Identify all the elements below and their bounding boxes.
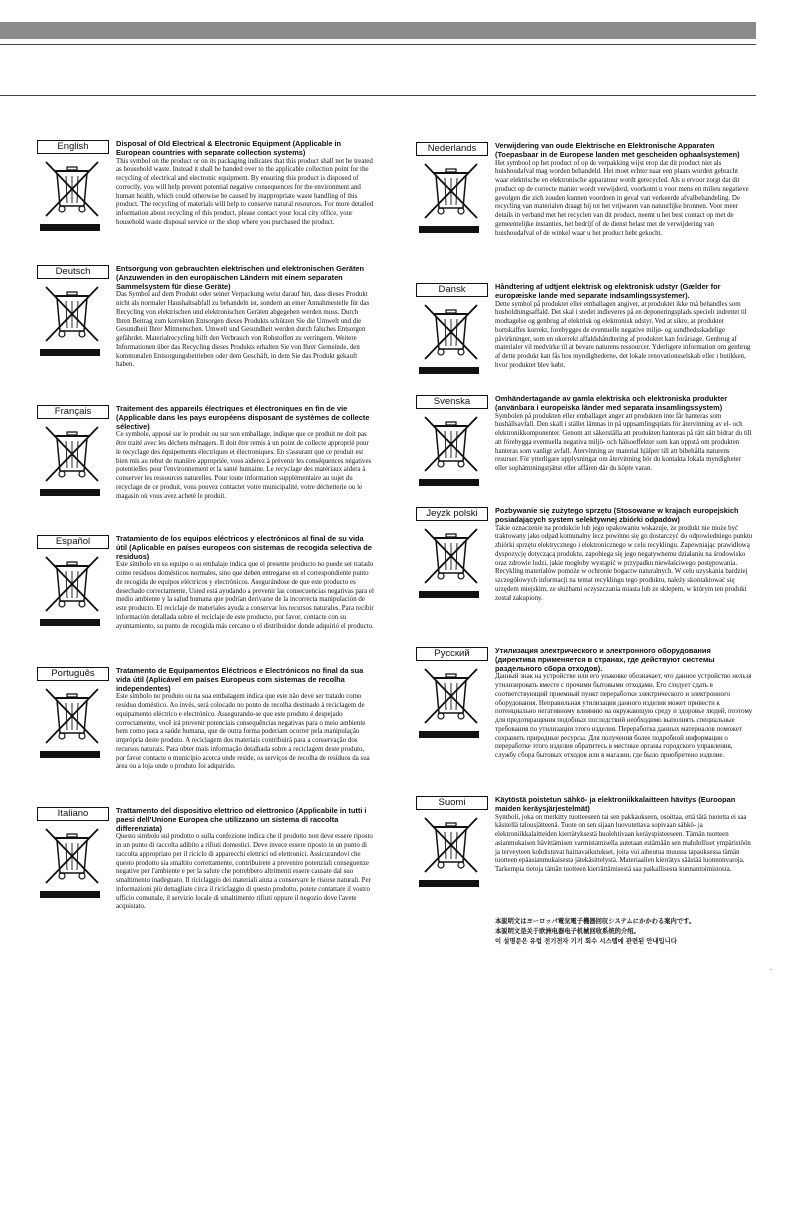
black-bar bbox=[419, 591, 479, 598]
entry-text bbox=[116, 140, 374, 228]
entry-body: Het symbool op het product of op de verpakking wijst erop dat dit product niet als huishoudafval mag worden behandeld. Het moet echter naar een plaats worden gebracht waar elektrische en elektronische apparatuur wordt gerecycled. Als u ervoor zorgt dat dit product op de correcte manier wordt verwijderd, voorkomt u voor mens en milieu negatieve gevolgen die zich zouden kunnen voordoen in geval van verkeerde afvalbehandeling. De recycling van materialen draagt bij tot het vrijwaren van natuurlijke bronnen. Voor meer details in verband met het recyclen van dit product, neemt u het best contact op met de gemeentelijke instanties, het bedrijf of de dienst belast met de verwijdering van huishoudafval of de winkel waar u het product hebt gekocht. bbox=[495, 159, 749, 237]
entry-text bbox=[116, 405, 374, 501]
entry-text bbox=[495, 283, 753, 371]
entry-title: Tratamiento de los equipos eléctricos y electrónicos al final de su vida útil (Aplicable en países europeos con sistemas de recogida selectiva de residuos) bbox=[116, 534, 372, 561]
black-bar bbox=[40, 349, 100, 356]
header-rule-bottom bbox=[0, 95, 756, 96]
entry-title: Verwijdering van oude Elektrische en Elektronische Apparaten (Toepasbaar in de Europese landen met gescheiden ophaalsystemen) bbox=[495, 141, 740, 159]
black-bar bbox=[40, 751, 100, 758]
black-bar bbox=[419, 479, 479, 486]
entry-title: Trattamento del dispositivo elettrico od elettronico (Applicabile in tutti i paesi dell'Unione Europea che utilizzano un sistema di raccolta differenziata) bbox=[116, 806, 367, 833]
crossed-bin-icon bbox=[419, 665, 483, 727]
korean-notice: 이 설명문은 유럽 전기전자 기기 회수 시스템에 관련된 안내입니다 bbox=[495, 938, 677, 945]
entry-body: Takie oznaczenie na produkcie lub jego opakowaniu wskazuje, że produkt nie może być traktowany jako odpad komunalny lecz powinno się go dostarczyć do odpowiedniego punktu zbiórki sprzętu elektrycznego i elektronicznego w celu recyklingu. Zapewniając prawidłową dyspozycję dotyczącą produktu, zapobiega się jego negatywnemu działaniu na środowisko oraz zdrowie ludzi, jakie mogłoby wystąpić w przypadku niewłaściwego postępowania. Recykling materiałów pomoże w ochronie bogactw naturalnych. W celu uzyskania bardziej szczegółowych informacji na temat recyklingu tego produktu, należy skontaktować się urzędem miejskim, ze służbami oczyszczania miasta lub ze sklepem, w którym ten produkt został zakupiony. bbox=[495, 524, 753, 602]
black-bar bbox=[40, 224, 100, 231]
language-label: Français bbox=[37, 405, 109, 419]
language-label: Русский bbox=[416, 647, 488, 661]
entry-text bbox=[495, 142, 753, 238]
footer-mark: . bbox=[770, 964, 772, 972]
entry-text bbox=[495, 507, 753, 603]
entry-body: Symbolen på produkten eller emballaget anger att produkten inte får hanteras som hushållsavfall. Den skall i stället lämnas in på uppsamlingsplats för återvinning av el- och elektronikkomponenter. Genom att säkerställa att produkten hanteras på rätt sätt bidrar du till att förebygga eventuella negativa miljö- och hälsoeffekter som kan uppstå om produkten hanteras som vanligt avfall. Återvinning av material hjälper till att bibehålla naturens resurser. För ytterligare upplysningar om återvinning bör du kontakta lokala myndigheter eller sophämtningstjänst eller affären där du köpte varan. bbox=[495, 412, 752, 473]
crossed-bin-icon bbox=[419, 413, 483, 475]
language-label: Nederlands bbox=[416, 142, 488, 156]
entry-text bbox=[495, 796, 753, 875]
entry-body: Ce symbole, apposé sur le produit ou sur son emballage, indique que ce produit ne doit pas être traité avec les déchets ménagers. Il doit être remis à un point de collecte approprié pour le recyclage des équipements électriques et électroniques. En s'assurant que ce produit est bien mis au rebut de manière appropriée, vous aiderez à prévenir les conséquences négatives potentielles pour l'environnement et la santé humaine. Le recyclage des matériaux aidera à conserver les ressources naturelles. Pour toute information supplémentaire au sujet du recyclage de ce produit, vous pouvez contacter votre municipalité, votre déchetterie ou le magasin où vous avez acheté le produit. bbox=[116, 431, 372, 500]
entry-title: Tratamento de Equipamentos Eléctricos e Electrónicos no final da sua vida útil (Aplicável em países Europeus com sistemas de recolha independentes) bbox=[116, 666, 364, 693]
black-bar bbox=[40, 489, 100, 496]
entry-body: This symbol on the product or on its packaging indicates that this product shall not be treated as household waste. Instead it shall be handed over to the applicable collection point for the recycling of electrical and electronic equipment. By ensuring this product is disposed of correctly, you will help prevent potential negative consequences for the environment and human health, which could otherwise be caused by inappropriate waste handling of this product. The recycling of materials will help to conserve natural resources. For more detailed information about recycling of this product, please contact your local city office, your household waste disposal service or the shop where you purchased the product. bbox=[116, 157, 374, 226]
entry-title: Traitement des appareils électriques et électroniques en fin de vie (Applicable dans les pays européens disposant de systèmes de collecte sélective) bbox=[116, 404, 370, 431]
language-label: Dansk bbox=[416, 283, 488, 297]
black-bar bbox=[419, 731, 479, 738]
language-label: Jeyzk polski bbox=[416, 507, 488, 521]
entry-title: Käytöstä poistetun sähkö- ja elektroniikkalaitteen hävitys (Euroopan maiden keräysjärjestelmät) bbox=[495, 795, 736, 813]
language-label: Suomi bbox=[416, 796, 488, 810]
black-bar bbox=[40, 891, 100, 898]
entry-text bbox=[116, 807, 374, 912]
cjk-notice bbox=[495, 917, 765, 947]
entry-title: Утилизация электрического и электронного оборудования (директива применяется в странах, где действуют системы раздельного сбора отходов). bbox=[495, 646, 715, 673]
entry-body: Questo simbolo sul prodotto o sulla confezione indica che il prodotto non deve essere riposto in un punto di raccolta adibito a rifiuti domestici. Deve invece essere riposto in un punto di raccolta appropriato per il riciclo di apparecchi elettrici od elettronici. Assicurandovi che questo prodotto sia smaltito correttamente, contribuirete a prevenire potenziali conseguenze negative per l'ambiente e per la salute che potrebbero altrimenti essere causate dal suo smaltimento inadeguato. Il riciclaggio dei materiali aiuta a conservare le risorse naturali. Per informazioni più dettagliate circa il riciclaggio di questo prodotto, potete contattare il vostro ufficio comunale, il servizio locale di smaltimento rifiuti oppure il negozio dove l'avete acquistato. bbox=[116, 833, 373, 911]
japanese-notice: 本説明文はヨーロッパ電気電子機器回収システムにかかわる案内です。 bbox=[495, 918, 696, 925]
crossed-bin-icon bbox=[40, 553, 104, 615]
language-label: Italiano bbox=[37, 807, 109, 821]
black-bar bbox=[40, 619, 100, 626]
entry-text bbox=[495, 395, 753, 474]
crossed-bin-icon bbox=[40, 825, 104, 887]
entry-title: Pozbywanie się zużytego sprzętu (Stosowane w krajach europejskich posiadających system selektywnej zbiórki odpadów) bbox=[495, 506, 739, 524]
black-bar bbox=[419, 226, 479, 233]
entry-text bbox=[116, 667, 374, 772]
header-bar bbox=[0, 22, 756, 39]
header-rule-top bbox=[0, 44, 756, 45]
crossed-bin-icon bbox=[40, 158, 104, 220]
language-label: Español bbox=[37, 535, 109, 549]
entry-text bbox=[116, 265, 374, 370]
entry-body: Este símbolo en su equipo o su embalaje indica que el presente producto no puede ser tratado como residuos domésticos normales, sino que deben entregarse en el correspondiente punto de recogida de equipos eléctricos y electrónicos. Asegurándose de que este producto es desechado correctamente, Usted está ayudando a prevenir las consecuencias negativas para el medio ambiente y la salud humana que podrían derivarse de la incorrecta manipulación de este producto. El reciclaje de materiales ayuda a conservar los recursos naturales. Para recibir información detallada sobre el reciclaje de este producto, por favor, contacte con su ayuntamiento, su punto de recogida más cercano o el distribuidor donde adquirió el producto. bbox=[116, 561, 374, 630]
entry-body: Das Symbol auf dem Produkt oder seiner Verpackung weist darauf hin, dass dieses Produkt nicht als normaler Haushaltsabfall zu behandeln ist, sondern an einer Annahmestelle für das Recycling von elektrischen und elektronischen Geräten abgegeben werden muss. Durch Ihren Beitrag zum korrekten Entsorgen dieses Produkts schützen Sie die Umwelt und die Gesundheit Ihrer Mitmenschen. Umwelt und Gesundheit werden durch falsches Entsorgen gefährdet. Materialrecycling hilft den Verbrauch von Rohstoffen zu verringern. Weitere Informationen über das Recycling dieses Produkts erhalten Sie von Ihrer Gemeinde, den kommunalen Entsorgungsbetrieben oder dem Geschäft, in dem Sie das Produkt gekauft haben. bbox=[116, 291, 370, 369]
entry-body: Dette symbol på produktet eller emballagen angiver, at produktet ikke må behandles som husholdningsaffald. Det skal i stedet indleveres på en deponeringsplads specielt indrettet til modtagelse og genbrug af elektrisk og elektronisk udstyr. Ved at sikre, at produktet bortskaffes korrekt, forebygges de eventuelle negative miljø- og sundhedsskadelige påvirkninger, som en ukorrekt affaldshåndtering af produktet kan forårsage. Genbrug af materialer vil medvirke til at bevare naturens ressourcer. Yderligere information om genbrug af dette produkt kan fås hos myndighederne, det lokale renovationsselskab eller i butikken, hvor produktet blev købt. bbox=[495, 300, 751, 369]
chinese-notice: 本説明文是关于欧洲电器电子机械回收系统的介绍。 bbox=[495, 928, 640, 935]
entry-body: Symboli, joka on merkitty tuotteeseen tai sen pakkaukseen, osoittaa, että tätä tuotetta ei saa käsitellä talousjätteenä. Tuote on sen sijaan luovutettava sopivaan sähkö- ja elektroniikkalaitteiden kierrätyksestä huolehtivaan keräyspisteeseen. Tämän tuotteen asianmukaisen hävittämisen varmistamisella autetaan estämään sen mahdolliset ympäristöön ja terveyteen kohdistuvat haittavaikutukset, joita voi aiheutua muussa tapauksessa tämän tuotteen epäasianmukaisesta jätekäsittelystä. Materiaalien kierrätys säästää luonnonvaroja. Tarkempia tietoja tämän tuotteen kierrättämisestä saa paikallisesta kunnantoimistosta. bbox=[495, 813, 751, 874]
language-label: Svenska bbox=[416, 395, 488, 409]
language-label: Português bbox=[37, 667, 109, 681]
language-label: Deutsch bbox=[37, 265, 109, 279]
crossed-bin-icon bbox=[40, 283, 104, 345]
black-bar bbox=[419, 367, 479, 374]
entry-title: Omhändertagande av gamla elektriska och elektroniska produkter (använbara i europeiska länder med separata insamlingssystem) bbox=[495, 394, 728, 412]
entry-title: Entsorgung von gebrauchten elektrischen und elektronischen Geräten (Anzuwenden in den europäischen Ländern mit einem separaten Sammelsystem für diese Geräte) bbox=[116, 264, 365, 291]
language-label: English bbox=[37, 140, 109, 154]
black-bar bbox=[419, 880, 479, 887]
crossed-bin-icon bbox=[419, 814, 483, 876]
entry-text bbox=[495, 647, 753, 761]
crossed-bin-icon bbox=[419, 160, 483, 222]
entry-body: Данный знак на устройстве или его упаковке обозначает, что данное устройство нельзя утилизировать вместе с прочими бытовыми отходами. Его следует сдать в соответствующий приемный пункт переработки электрического и электронного оборудования. Неправильная утилизация данного изделия может привести к потенциально негативному влиянию на окружающую среду и здоровье людей, поэтому для предотвращения подобных последствий необходимо выполнять специальные требования по утилизации этого изделия. Переработка данных материалов поможет сохранить природные ресурсы. Для получения более подробной информации о переработке этого изделия обратитесь в местные органы городского управления, службу сбора бытовых отходов или в магазин, где было приобретено изделие. bbox=[495, 673, 753, 760]
crossed-bin-icon bbox=[419, 525, 483, 587]
entry-title: Disposal of Old Electrical & Electronic Equipment (Applicable in European countries with separate collection systems) bbox=[116, 139, 342, 157]
crossed-bin-icon bbox=[40, 423, 104, 485]
entry-body: Este símbolo no produto ou na sua embalagem indica que este não deve ser tratado como resíduo doméstico. Ao invés, será colocado no ponto de recolha destinado à reciclagem de equipamento eléctrico e electrónico. Assegurando-se que este produto é despejado correctamente, você irá prevenir potenciais consequências negativas para o meio ambiente bem como para a saúde humana, que de outra forma poderiam ocorrer pela manipulação imprópria deste produto. A reciclagem dos materiais contribuirá para a conservação dos recursos naturais. Para obter mais informação detalhada sobre a reciclagem deste produto, por favor contacte o município acerca onde reside, os serviços de recolha de resíduos da sua área ou a loja onde o produto foi adquirido. bbox=[116, 693, 370, 771]
entry-text bbox=[116, 535, 374, 631]
entry-title: Håndtering af udtjent elektrisk og elektronisk udstyr (Gælder for europæiske lande med separate indsamlingssystemer). bbox=[495, 282, 721, 300]
crossed-bin-icon bbox=[40, 685, 104, 747]
crossed-bin-icon bbox=[419, 301, 483, 363]
